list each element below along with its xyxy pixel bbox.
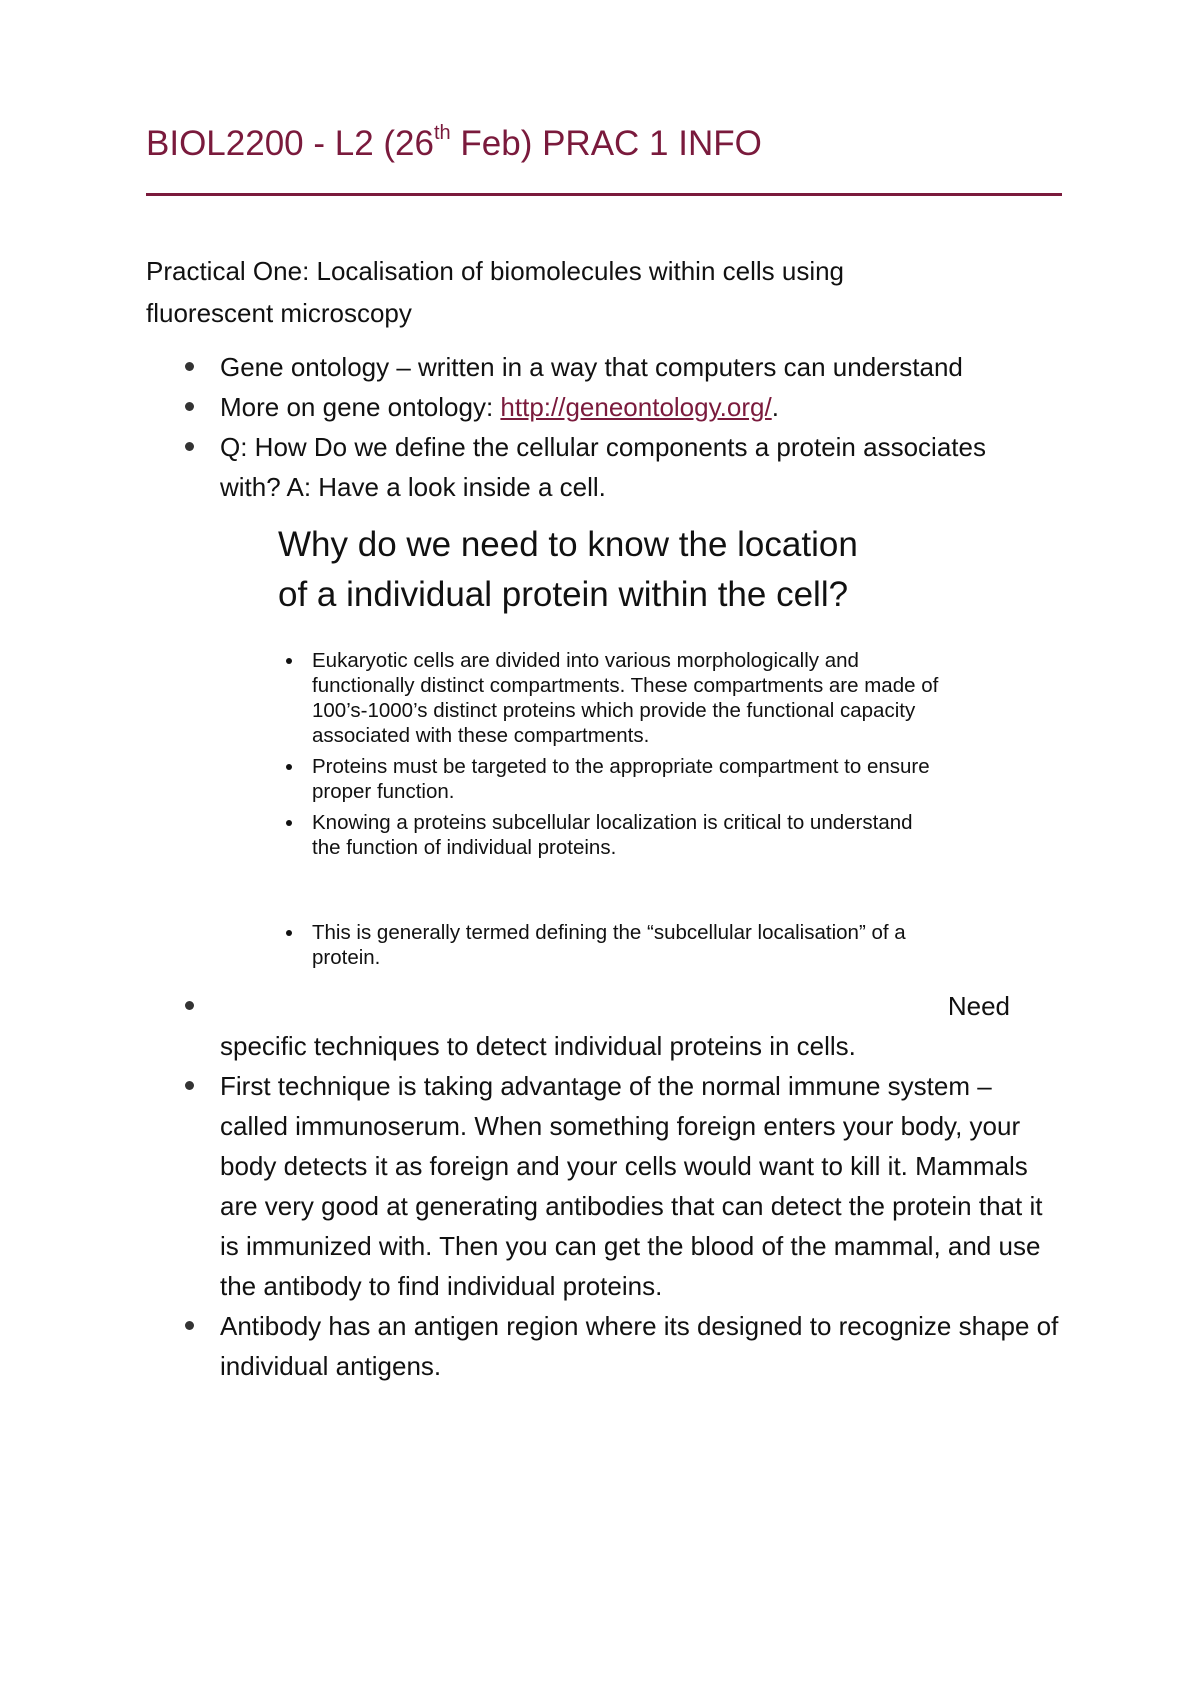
list-item-text: Gene ontology – written in a way that computers can understand bbox=[220, 352, 963, 382]
title-text: BIOL2200 - L2 (26 bbox=[146, 124, 434, 163]
bullet-icon bbox=[185, 1081, 194, 1090]
list-item bbox=[146, 1306, 1066, 1386]
bullet-icon bbox=[286, 764, 292, 770]
slide-title bbox=[278, 520, 958, 620]
intro-paragraph bbox=[146, 250, 1046, 334]
bullet-list-bottom bbox=[146, 986, 1066, 1386]
geneontology-link[interactable]: http://geneontology.org/ bbox=[500, 392, 772, 422]
bullet-icon bbox=[185, 402, 194, 411]
list-item-text: First technique is taking advantage of the normal immune system – called immunoserum. When something foreign enters your body, your body detects it as foreign and your cells would want to kill it. Mammals are very good at generating antibodies that can detect the protein that it is immunized with. Then you can get the blood of the mammal, and use the antibody to find individual proteins. bbox=[220, 1071, 1043, 1301]
list-item bbox=[146, 986, 1066, 1066]
list-item-text: Q: How Do we define the cellular components a protein associates bbox=[220, 432, 986, 462]
list-item-text: with? A: Have a look inside a cell. bbox=[220, 472, 606, 502]
slide-point-text: This is generally termed defining the “subcellular localisation” of a protein. bbox=[312, 921, 906, 969]
list-item bbox=[146, 1066, 1066, 1306]
slide-point-text: Proteins must be targeted to the appropriate compartment to ensure proper function. bbox=[312, 755, 930, 803]
list-item-text: More on gene ontology: bbox=[220, 392, 501, 422]
list-item-text: Need bbox=[947, 991, 1010, 1021]
slide-bullet-list-last bbox=[280, 920, 940, 976]
slide-point bbox=[280, 810, 940, 860]
bullet-list-top bbox=[146, 347, 1066, 507]
list-item bbox=[146, 427, 1066, 507]
intro-line: Practical One: Localisation of biomolecules within cells using bbox=[146, 256, 845, 286]
intro-line: fluorescent microscopy bbox=[146, 298, 412, 328]
slide-point bbox=[280, 754, 940, 804]
slide-title-line: of a individual protein within the cell? bbox=[278, 575, 849, 614]
slide-title-line: Why do we need to know the location bbox=[278, 525, 858, 564]
list-item bbox=[146, 347, 1066, 387]
slide-point-text: Eukaryotic cells are divided into various morphologically and functionally distinct compartments. These compartments are made of 100’s-1000’s distinct proteins which provide the functional capacity associated with these compartments. bbox=[312, 649, 939, 747]
embedded-slide-image bbox=[262, 520, 962, 975]
slide-point bbox=[280, 920, 940, 970]
slide-point-text: Knowing a proteins subcellular localization is critical to understand the function of individual proteins. bbox=[312, 811, 913, 859]
title-text-suffix: Feb) PRAC 1 INFO bbox=[450, 124, 762, 163]
slide-bullet-list bbox=[280, 648, 940, 866]
bullet-icon bbox=[286, 820, 292, 826]
bullet-icon bbox=[286, 658, 292, 664]
bullet-icon bbox=[185, 1321, 194, 1330]
bullet-icon bbox=[286, 930, 292, 936]
title-superscript: th bbox=[433, 122, 451, 144]
bullet-icon bbox=[185, 1001, 194, 1010]
slide-point bbox=[280, 648, 940, 748]
list-item-text: . bbox=[771, 392, 779, 422]
bullet-icon bbox=[185, 442, 194, 451]
bullet-icon bbox=[185, 362, 194, 371]
list-item-text: Antibody has an antigen region where its designed to recognize shape of individual antigens. bbox=[220, 1311, 1059, 1381]
title-divider bbox=[146, 193, 1062, 196]
list-item-text: specific techniques to detect individual proteins in cells. bbox=[220, 1031, 856, 1061]
page-title bbox=[146, 122, 762, 166]
list-item bbox=[146, 387, 1066, 427]
